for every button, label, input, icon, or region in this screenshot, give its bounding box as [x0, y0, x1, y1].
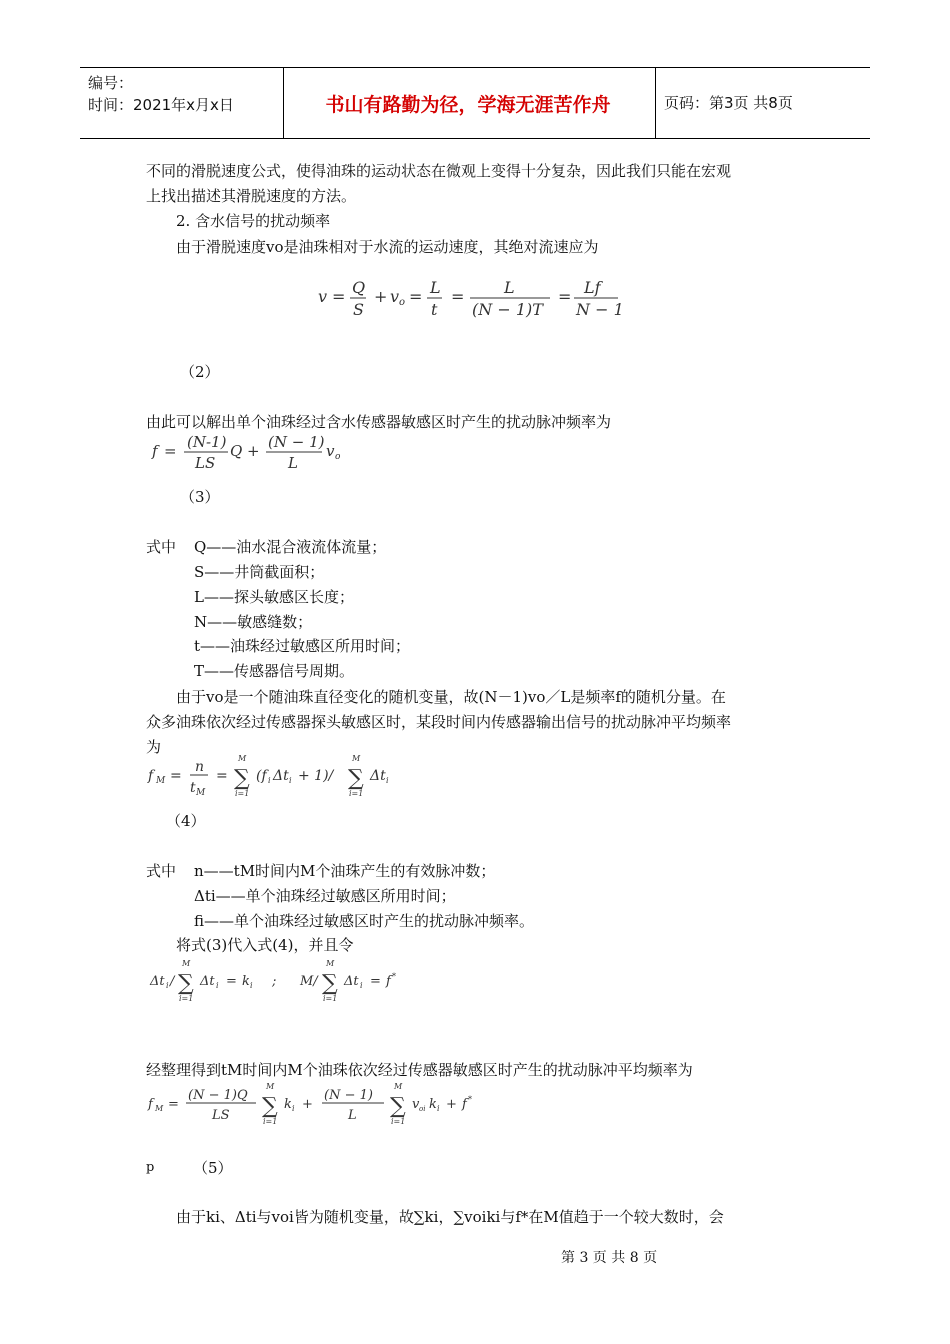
- definition-T: T——传感器信号周期。: [194, 662, 355, 680]
- svg-text:=: =: [451, 287, 465, 306]
- definition-Q: Q——油水混合液流体流量；: [194, 538, 387, 556]
- svg-text:i=1: i=1: [179, 994, 194, 1003]
- svg-text:o: o: [335, 452, 341, 462]
- svg-text:i=1: i=1: [323, 994, 338, 1003]
- definition-t: t——油珠经过敏感区所用时间；: [194, 637, 411, 655]
- svg-text:∑: ∑: [234, 766, 250, 791]
- svg-text:/: /: [170, 974, 175, 989]
- svg-text:=: =: [164, 442, 177, 460]
- svg-text:Q: Q: [230, 442, 243, 460]
- svg-text:t: t: [190, 780, 196, 796]
- svg-text:=: =: [558, 287, 572, 306]
- svg-text:M: M: [326, 959, 335, 968]
- svg-text:i: i: [437, 1104, 440, 1113]
- svg-text:M: M: [155, 1104, 164, 1113]
- svg-text:+: +: [247, 442, 260, 460]
- svg-text:*: *: [468, 1095, 472, 1104]
- svg-text:∑: ∑: [348, 766, 364, 791]
- paragraph-4-line-2: 众多油珠依次经过传感器探头敏感区时，某段时间内传感器输出信号的扰动脉冲平均频率: [146, 713, 732, 731]
- svg-text:i: i: [268, 776, 271, 785]
- svg-text:(N-1): (N-1): [187, 433, 227, 451]
- svg-text:Δt: Δt: [273, 768, 289, 784]
- svg-text:i: i: [386, 776, 389, 785]
- equation-5-label: （5）: [193, 1159, 233, 1177]
- svg-text:(N − 1): (N − 1): [268, 433, 325, 451]
- footer-page-number: 第 3 页 共 8 页: [561, 1250, 658, 1266]
- paragraph-1-line-2: 上找出描述其滑脱速度的方法。: [146, 187, 357, 205]
- svg-text:N − 1: N − 1: [576, 300, 624, 319]
- svg-text:S: S: [353, 300, 364, 319]
- svg-text:(N − 1): (N − 1): [324, 1088, 373, 1103]
- svg-text:+ 1)/: + 1)/: [298, 768, 334, 784]
- svg-text:;: ;: [272, 974, 277, 989]
- svg-text:Δt: Δt: [200, 974, 215, 989]
- equation-final-frequency: [146, 1078, 486, 1130]
- svg-text:i=1: i=1: [349, 789, 364, 798]
- svg-text:(N − 1)Q: (N − 1)Q: [188, 1088, 248, 1103]
- svg-text:i: i: [360, 981, 363, 990]
- paragraph-7: 由于ki、Δti与voi皆为随机变量，故∑ki，∑voiki与f*在M值趋于一个较大数时，会: [176, 1208, 724, 1226]
- paragraph-6: 经整理得到tM时间内M个油珠依次经过传感器敏感区时产生的扰动脉冲平均频率为: [146, 1061, 693, 1079]
- svg-text:i: i: [289, 776, 292, 785]
- svg-text:=: =: [332, 287, 346, 306]
- svg-text:Δt: Δt: [150, 974, 165, 989]
- svg-text:*: *: [392, 972, 396, 981]
- svg-text:L: L: [288, 454, 298, 472]
- svg-text:t: t: [431, 300, 438, 319]
- svg-text:Lf: Lf: [584, 278, 601, 297]
- header-divider-right: [655, 68, 656, 138]
- equation-2-label: （2）: [180, 363, 220, 381]
- svg-text:n: n: [195, 759, 205, 775]
- equation-substitutions: [146, 955, 416, 1005]
- equation-average-frequency: [146, 752, 396, 802]
- svg-text:i: i: [250, 981, 253, 990]
- svg-text:L: L: [348, 1108, 357, 1123]
- svg-text:LS: LS: [212, 1108, 230, 1123]
- svg-text:i: i: [216, 981, 219, 990]
- svg-text:M/: M/: [300, 974, 318, 989]
- paragraph-5: 将式(3)代入式(4)，并且令: [176, 936, 354, 954]
- paragraph-4-line-1: 由于vo是一个随油珠直径变化的随机变量，故(N－1)vo／L是频率f的随机分量。在: [176, 688, 726, 706]
- paragraph-1-line-1: 不同的滑脱速度公式，使得油珠的运动状态在微观上变得十分复杂，因此我们只能在宏观: [146, 162, 732, 180]
- svg-text:Δt: Δt: [344, 974, 359, 989]
- svg-text:+: +: [302, 1097, 313, 1112]
- svg-text:k: k: [242, 974, 250, 989]
- svg-text:i: i: [292, 1104, 295, 1113]
- svg-text:+: +: [446, 1097, 457, 1112]
- svg-text:∑: ∑: [178, 971, 194, 996]
- svg-text:∑: ∑: [390, 1094, 406, 1119]
- svg-text:∑: ∑: [262, 1094, 278, 1119]
- svg-text:Δt: Δt: [370, 768, 386, 784]
- equation-3-label: （3）: [180, 488, 220, 506]
- paragraph-3: 由此可以解出单个油珠经过含水传感器敏感区时产生的扰动脉冲频率为: [146, 413, 612, 431]
- svg-text:=: =: [170, 768, 182, 784]
- svg-text:f: f: [148, 768, 154, 784]
- definition-L: L——探头敏感区长度；: [194, 588, 354, 606]
- header-meta: [88, 72, 234, 116]
- svg-text:o: o: [399, 297, 406, 308]
- svg-text:M: M: [156, 776, 166, 786]
- definition-fi: fi——单个油珠经过敏感区时产生的扰动脉冲频率。: [194, 912, 535, 930]
- time-label: 时间：2021年x月x日: [88, 96, 234, 114]
- svg-text:M: M: [182, 959, 191, 968]
- svg-text:v: v: [412, 1097, 420, 1112]
- svg-text:k: k: [284, 1097, 292, 1112]
- svg-text:i=1: i=1: [391, 1117, 406, 1126]
- svg-text:L: L: [430, 278, 441, 297]
- header-motto: 书山有路勤为径，学海无涯苦作舟: [325, 94, 611, 116]
- svg-text:M: M: [266, 1082, 275, 1091]
- svg-text:+: +: [374, 287, 388, 306]
- definition-n: n——tM时间内M个油珠产生的有效脉冲数；: [194, 862, 496, 880]
- svg-text:=: =: [168, 1097, 179, 1112]
- svg-text:v: v: [390, 287, 400, 306]
- svg-text:i=1: i=1: [263, 1117, 278, 1126]
- svg-text:k: k: [429, 1097, 437, 1112]
- svg-text:∑: ∑: [322, 971, 338, 996]
- svg-text:i=1: i=1: [235, 789, 250, 798]
- svg-text:(f: (f: [256, 768, 267, 784]
- svg-text:M: M: [196, 788, 206, 798]
- svg-text:f: f: [148, 1097, 153, 1112]
- where-label-2: 式中: [146, 862, 177, 880]
- svg-text:=: =: [226, 974, 237, 989]
- svg-text:M: M: [238, 754, 247, 763]
- equation-frequency: [150, 432, 370, 474]
- svg-text:=: =: [370, 974, 381, 989]
- definition-dti: Δti——单个油珠经过敏感区所用时间；: [194, 887, 456, 905]
- svg-text:=: =: [216, 768, 228, 784]
- svg-text:i: i: [166, 981, 169, 990]
- svg-text:oi: oi: [419, 1105, 426, 1113]
- equation-4-label: （4）: [166, 812, 206, 830]
- header-page-label: 页码：第3页 共8页: [664, 94, 793, 112]
- svg-text:Q: Q: [352, 278, 366, 297]
- svg-text:(N − 1)T: (N − 1)T: [472, 300, 543, 319]
- definition-N: N——敏感缝数；: [194, 613, 313, 631]
- where-label-1: 式中: [146, 538, 177, 556]
- header-table: [80, 67, 870, 139]
- svg-text:M: M: [394, 1082, 403, 1091]
- paragraph-4-line-3: 为: [146, 738, 162, 756]
- svg-text:f: f: [152, 442, 158, 460]
- svg-text:M: M: [352, 754, 361, 763]
- code-label: 编号：: [88, 74, 134, 92]
- svg-text:f: f: [386, 974, 391, 989]
- paragraph-2: 由于滑脱速度vo是油珠相对于水流的运动速度，其绝对流速应为: [176, 238, 599, 256]
- svg-text:LS: LS: [195, 454, 216, 472]
- section-heading: 2. 含水信号的扰动频率: [176, 212, 331, 230]
- equation-5-prefix: p: [146, 1160, 155, 1175]
- svg-text:L: L: [504, 278, 515, 297]
- svg-text:f: f: [462, 1097, 467, 1112]
- definition-S: S——井筒截面积；: [194, 563, 325, 581]
- svg-text:=: =: [409, 287, 423, 306]
- svg-text:v: v: [326, 442, 335, 460]
- svg-text:v: v: [318, 287, 328, 306]
- equation-velocity: [318, 275, 628, 321]
